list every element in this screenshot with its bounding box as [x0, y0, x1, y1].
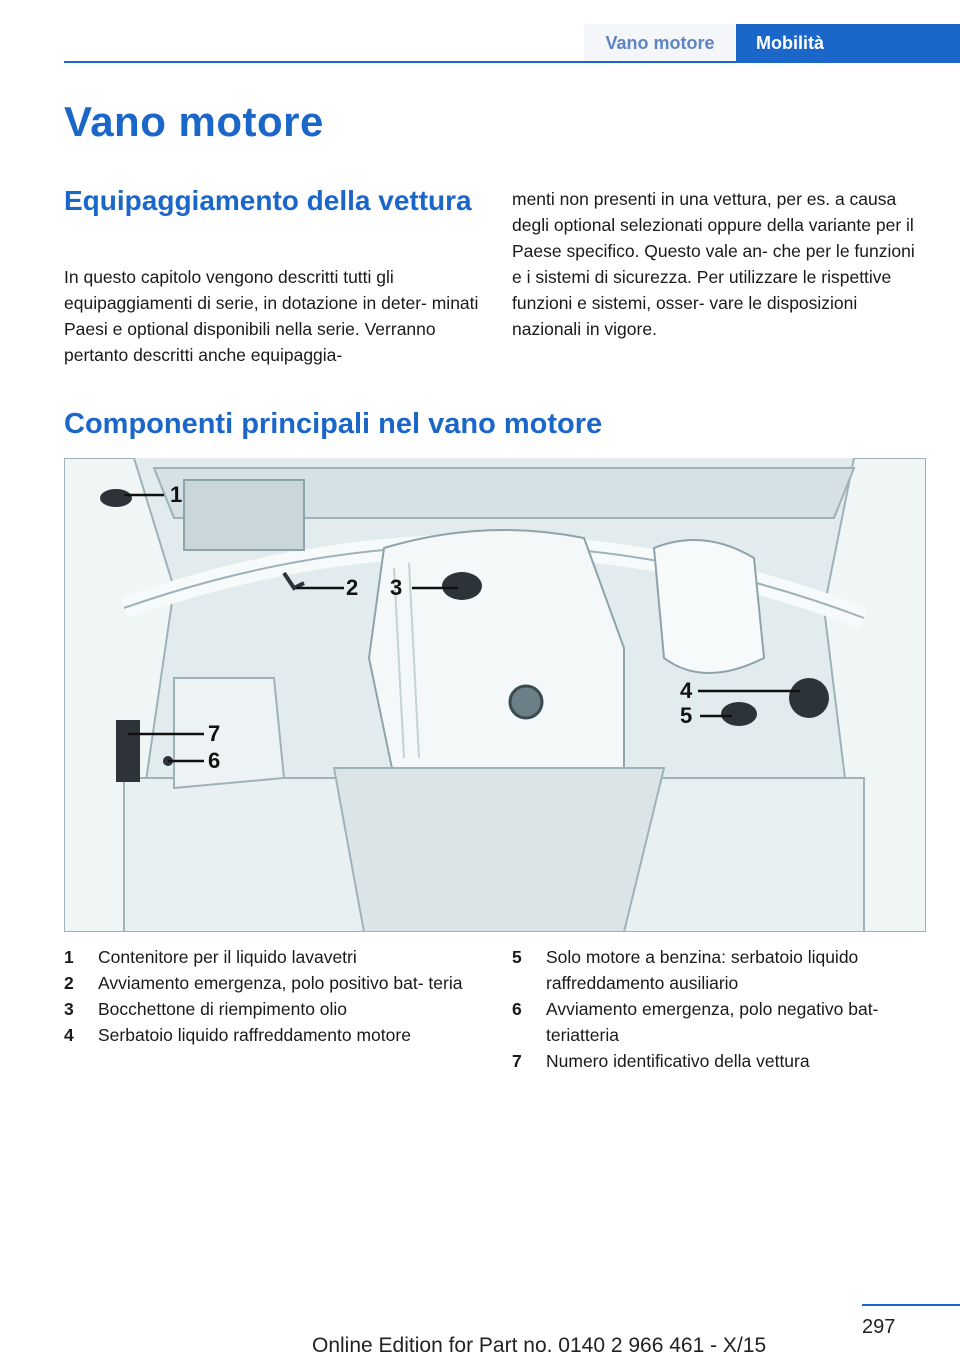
legend-item: [512, 1048, 932, 1074]
legend-left: [64, 944, 484, 1048]
footer-rule: [862, 1304, 960, 1306]
legend-text: Avviamento emergenza, polo negativo bat- teriatteria: [546, 999, 879, 1045]
legend-text: Avviamento emergenza, polo positivo bat- teria: [98, 973, 463, 993]
edition-footer: Online Edition for Part no. 0140 2 966 461 - X/15: [312, 1334, 767, 1357]
page-title: Vano motore: [64, 98, 324, 145]
legend-item: [512, 944, 932, 996]
legend-text: Contenitore per il liquido lavavetri: [98, 947, 357, 967]
callout-7: 7: [208, 721, 221, 746]
legend-item: [64, 944, 484, 970]
legend-number: 2: [64, 973, 74, 993]
legend-item: [512, 996, 932, 1048]
legend-number: 7: [512, 1051, 522, 1071]
legend-number: 5: [512, 947, 522, 967]
legend-text: Bocchettone di riempimento olio: [98, 999, 348, 1019]
legend-number: 6: [512, 999, 522, 1019]
callout-3: 3: [390, 575, 403, 600]
tab-section[interactable]: Vano motore: [584, 24, 736, 62]
equipment-text-left: In questo capitolo vengono descritti tutti gli equipaggiamenti di serie, in dotazione in deter- minati Paesi e optional disponibili nella serie. Verranno pertanto descritti anche equipaggia-: [64, 267, 479, 365]
legend-text: Numero identificativo della vettura: [546, 1051, 810, 1071]
legend-number: 1: [64, 947, 74, 967]
legend-right: [512, 944, 932, 1074]
legend-text: Serbatoio liquido raffreddamento motore: [98, 1025, 411, 1045]
callout-6: 6: [208, 748, 221, 773]
legend-item: [64, 1022, 484, 1048]
equipment-text-right: menti non presenti in una vettura, per es. a causa degli optional selezionati oppure della variante per il Paese specifico. Questo vale an- che per le funzioni e i sistemi di sicurezza. Per utilizzare le rispettive funzioni e sistemi, osser- vare le disposizioni nazionali in vigore.: [512, 189, 915, 339]
callout-5: 5: [680, 703, 693, 728]
callout-1: 1: [170, 482, 183, 507]
legend-number: 3: [64, 999, 74, 1019]
header-tabs: [584, 24, 960, 62]
section-title-equipment: Equipaggiamento della vettura: [64, 185, 472, 216]
page-number: 297: [862, 1316, 896, 1338]
header-rule: [64, 61, 960, 63]
legend-item: [64, 970, 484, 996]
legend-item: [64, 996, 484, 1022]
legend-number: 4: [64, 1025, 74, 1045]
tab-chapter[interactable]: Mobilità: [736, 24, 960, 62]
section-title-components: Componenti principali nel vano motore: [64, 408, 603, 440]
legend-text: Solo motore a benzina: serbatoio liquido raffreddamento ausiliario: [546, 947, 859, 993]
callout-2: 2: [346, 575, 359, 600]
engine-bay-illustration: [64, 458, 926, 932]
callout-4: 4: [680, 678, 693, 703]
engine-bay-figure: [64, 458, 926, 932]
